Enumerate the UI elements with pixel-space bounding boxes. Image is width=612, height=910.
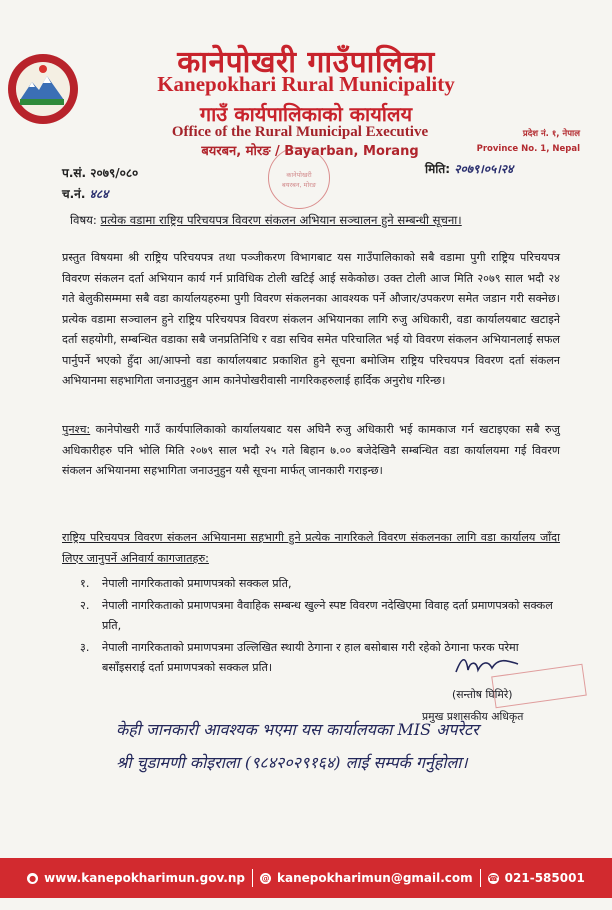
municipality-emblem-icon <box>6 52 80 126</box>
email-icon: @ <box>261 873 270 883</box>
signatory-title: प्रमुख प्रशासकीय अधिकृत <box>422 710 524 723</box>
list-item: १. नेपाली नागरिकताको प्रमाणपत्रको सक्कल प्रति, <box>80 577 292 590</box>
handwritten-note-line-1: केही जानकारी आवश्यक भएमा यस कार्यालयका MIS अपरेटर <box>116 720 479 739</box>
municipality-title-nepali: कानेपोखरी गाउँपालिका <box>177 45 435 80</box>
signatory-name: (सन्तोष घिमिरे) <box>452 688 513 701</box>
body-paragraph-3: राष्ट्रिय परिचयपत्र विवरण संकलन अभियानमा सहभागी हुने प्रत्येक नागरिकले विवरण संकलनका लागि वडा कार्यालय जाँदा लिएर जानुपर्ने अनिवार्य कागजातहरु: <box>62 531 560 565</box>
subject-line: विषय: प्रत्येक वडामा राष्ट्रिय परिचयपत्र विवरण संकलन अभियान सञ्चालन हुने सम्बन्धी सूचना। <box>70 213 462 227</box>
reference-number: प.सं. २०७९/०८० <box>62 166 139 180</box>
letter-date: मिति: २०७९।०५।२४ <box>425 162 514 176</box>
address-line: बयरबन, मोरङ / Bayarban, Morang <box>201 144 419 159</box>
list-item: २. नेपाली नागरिकताको प्रमाणपत्रमा वैवाहिक सम्बन्ध खुल्ने स्पष्ट विवरण नदेखिएमा विवाह दर्ता प्रमाणपत्रको सक्कल प्रति, <box>80 598 553 632</box>
phone-icon: ☎ <box>488 873 499 883</box>
handwritten-note-line-2: श्री चुडामणी कोइराला (९८४२०२९१६४) लाई सम्पर्क गर्नुहोला। <box>116 753 468 772</box>
office-title-nepali: गाउँ कार्यपालिकाको कार्यालय <box>199 102 413 126</box>
municipality-title-english: Kanepokhari Rural Municipality <box>157 72 455 96</box>
province-nepali: प्रदेश नं. १, नेपाल <box>522 129 580 139</box>
province-english: Province No. 1, Nepal <box>476 144 580 154</box>
footer-phone[interactable]: ☎ 021-585001 <box>488 871 585 885</box>
dispatch-number: च.नं. ४८४ <box>62 187 109 201</box>
body-paragraph-2: पुनश्च: कानेपोखरी गाउँ कार्यपालिकाको कार्यालयबाट यस अघिनै रुजु अधिकारी भई कामकाज गर्न खटाइएका सबै रुजु अधिकारीहरु पनि भोलि मिति २०७९ साल भदौ २५ गते बिहान ७.०० बजेदेखिनै सम्बन्धित वडा कार्यालयमा गई विवरण संकलन अभियानमा सहभागिता जनाउनुहुन यसै सूचना मार्फत् जानकारी गराइन्छ। <box>62 423 560 477</box>
list-item: ३. नेपाली नागरिकताको प्रमाणपत्रमा उल्लिखित स्थायी ठेगाना र हाल बसोबास गरी रहेको ठेगाना फरक परेमा बसाँइसराई दर्ता प्रमाणपत्रको सक्कल प्रति। <box>80 640 519 674</box>
footer-website[interactable]: ● www.kanepokharimun.gov.np <box>29 871 245 885</box>
body-paragraph-1: प्रस्तुत विषयमा श्री राष्ट्रिय परिचयपत्र तथा पञ्जीकरण विभागबाट यस गाउँपालिकाको सबै वडामा पुगी राष्ट्रिय परिचयपत्र विवरण संकलन दर्ता अभियान कार्य गर्न प्राविधिक टोली खटिई आई सकेकोछ। उक्त टोली आज मिति २०७९ साल भदौ २४ गते बेलुकीसम्ममा सबै वडा कार्यालयहरुमा पुगी विवरण संकलनका आवश्यक पर्ने औजार/उपकरण समेत जडान गरी सक्नेछ। प्रत्येक वडामा सञ्चालन हुने राष्ट्रिय परिचयपत्र विवरण संकलन अभियानका लागि रुजु अधिकारी, वडा कार्यालयबाट खटाइने दर्ता सहयोगी, सम्बन्धित वडाका सबै जनप्रतिनिधि र वडा सचिव समेत परिचालित भई यो विवरण संकलन अभियानलाई सफल पार्नुपर्ने भएको हुँदा आ/आफ्नो वडा कार्यालयबाट प्रकाशित हुने सूचना बमोजिम राष्ट्रिय परिचयपत्र विवरण दर्ता संकलन अभियानमा सहभागिता जनाउनुहुन आम कानेपोखरीवासी नागरिकहरुलाई हार्दिक अनुरोध गरिन्छ। <box>62 251 560 387</box>
globe-icon: ● <box>27 873 38 884</box>
footer-email[interactable]: @ kanepokharimun@gmail.com <box>261 871 473 885</box>
office-seal: कानेपोखरी बयरबन, मोरङ <box>268 147 330 209</box>
contact-footer <box>0 858 612 898</box>
office-title-english: Office of the Rural Municipal Executive <box>171 124 429 140</box>
